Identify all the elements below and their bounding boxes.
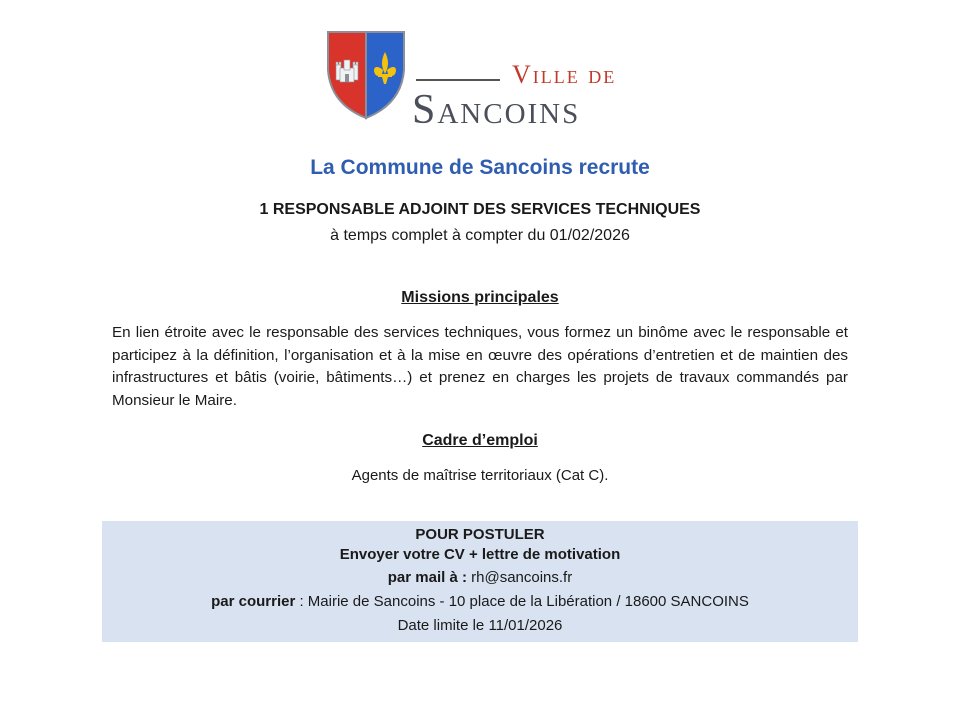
logo-ville-de: Ville de bbox=[512, 60, 617, 89]
apply-post-line bbox=[102, 593, 858, 610]
apply-box bbox=[102, 521, 858, 642]
mail-label: par mail à : bbox=[387, 569, 467, 586]
ville-de-sancoins-logo bbox=[326, 30, 646, 133]
coat-of-arms-icon bbox=[326, 30, 406, 120]
page-title: La Commune de Sancoins recrute bbox=[310, 156, 650, 179]
post-address: : Mairie de Sancoins - 10 place de la Libération / 18600 SANCOINS bbox=[299, 593, 749, 610]
apply-instruction: Envoyer votre CV + lettre de motivation bbox=[339, 546, 621, 563]
logo-divider-line bbox=[416, 79, 500, 81]
cadre-heading: Cadre d’emploi bbox=[422, 432, 538, 449]
job-title: 1 RESPONSABLE ADJOINT DES SERVICES TECHNIQUES bbox=[259, 201, 701, 218]
apply-title: POUR POSTULER bbox=[415, 526, 545, 543]
apply-deadline: Date limite le 11/01/2026 bbox=[397, 617, 563, 634]
missions-heading: Missions principales bbox=[401, 289, 559, 306]
apply-mail-line bbox=[102, 569, 858, 586]
mail-address-link[interactable]: rh@sancoins.fr bbox=[471, 569, 573, 586]
missions-text: En lien étroite avec le responsable des services techniques, vous formez un binôme avec le responsable et participez à la définition, l’organisation et à la mise en œuvre des opérations d’entretien et de maintien des infrastructures et bâtis (voirie, bâtiments…) et prenez en charges les projets de travaux commandés par Monsieur le Maire. bbox=[112, 324, 848, 409]
job-subtitle: à temps complet à compter du 01/02/2026 bbox=[330, 227, 630, 244]
logo-sancoins: Sancoins bbox=[412, 87, 581, 133]
post-label: par courrier bbox=[211, 593, 296, 610]
cadre-text: Agents de maîtrise territoriaux (Cat C). bbox=[351, 467, 609, 484]
